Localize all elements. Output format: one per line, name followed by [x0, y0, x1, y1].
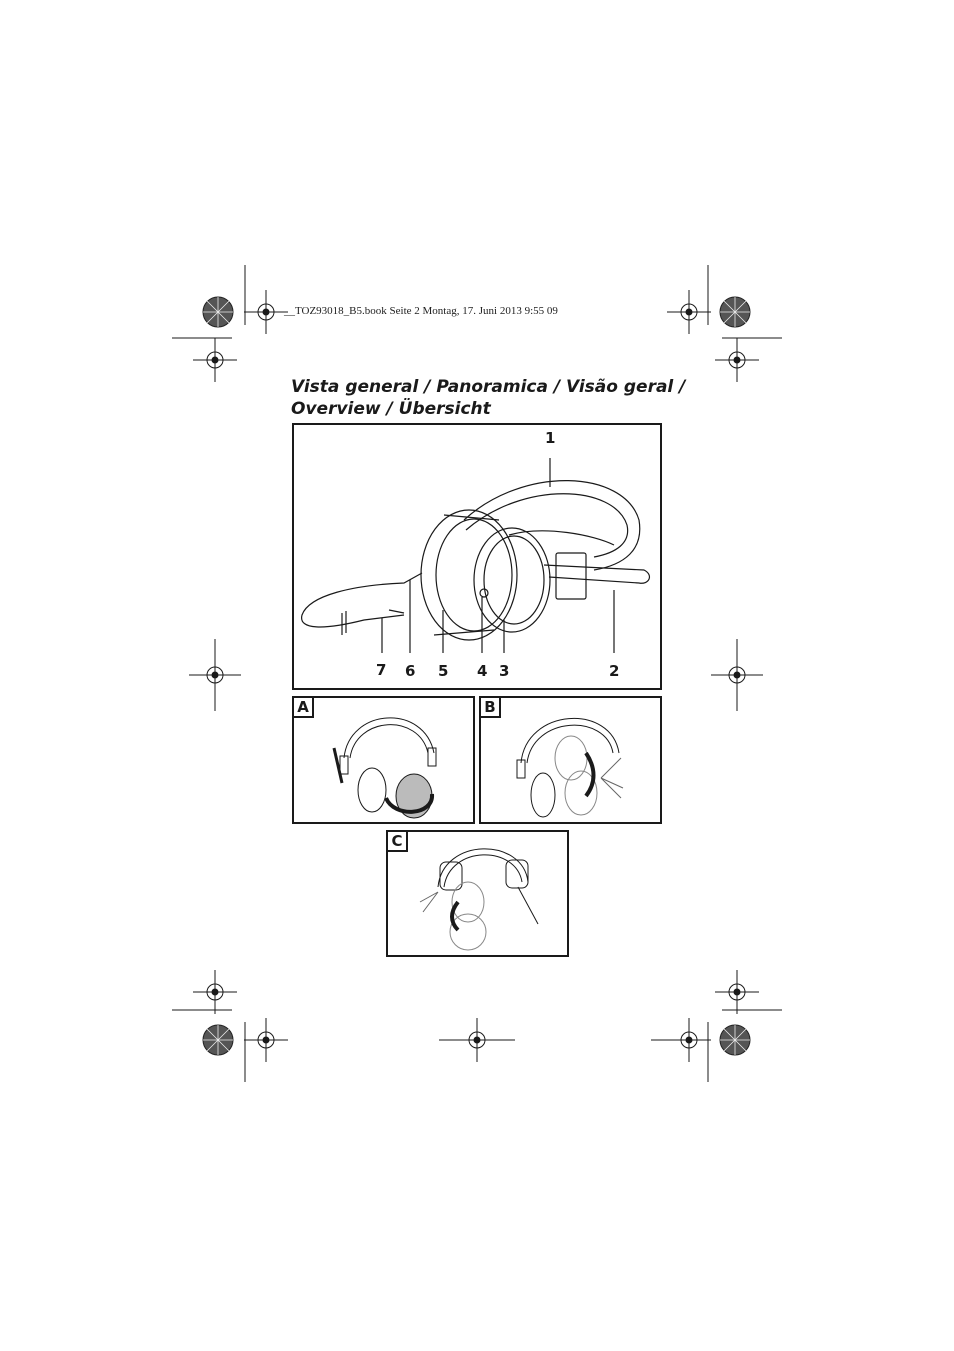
- figure-a: [292, 696, 475, 824]
- title-line-1: Vista general / Panoramica / Visão geral /: [291, 377, 686, 397]
- page-title: [291, 376, 685, 420]
- figure-c-badge: C: [388, 832, 408, 852]
- figure-a-badge: A: [294, 698, 314, 718]
- label-7: 7: [376, 661, 387, 679]
- figure-b: [479, 696, 662, 824]
- label-6: 6: [405, 662, 416, 680]
- label-2: 2: [609, 662, 620, 680]
- headphone-rotate-illustration: [481, 698, 660, 822]
- label-4: 4: [477, 662, 488, 680]
- label-3: 3: [499, 662, 510, 680]
- figure-c: [386, 830, 569, 957]
- overview-figure: [292, 423, 662, 690]
- label-5: 5: [438, 662, 449, 680]
- figure-b-badge: B: [481, 698, 501, 718]
- print-file-header: __TOZ93018_B5.book Seite 2 Montag, 17. Juni 2013 9:55 09: [284, 305, 558, 317]
- label-1: 1: [545, 429, 556, 447]
- headphone-fold-illustration: [294, 698, 473, 822]
- title-line-2: Overview / Übersicht: [291, 399, 491, 419]
- headphone-illustration: [294, 425, 660, 688]
- headphone-swivel-illustration: [388, 832, 567, 955]
